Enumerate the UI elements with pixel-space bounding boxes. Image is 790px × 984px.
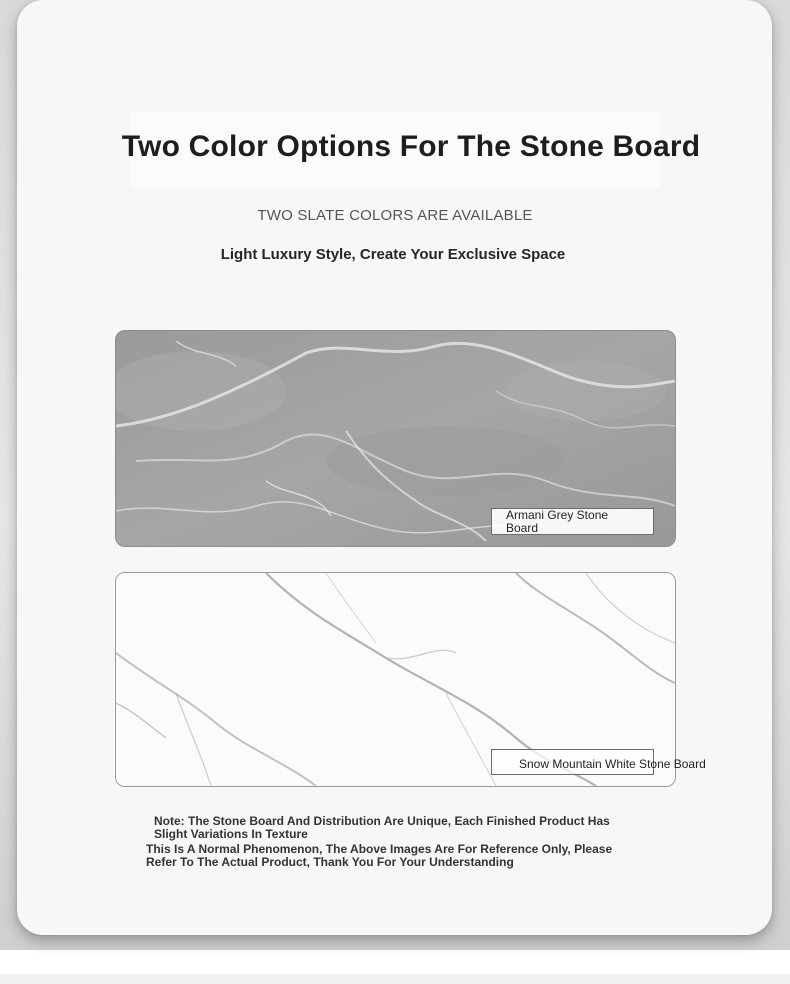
tagline: Light Luxury Style, Create Your Exclusive Space (220, 246, 566, 263)
note-line-1: Note: The Stone Board And Distribution Are Unique, Each Finished Product Has Slight Variations In Texture (154, 814, 610, 841)
white-board-label: Snow Mountain White Stone Board (519, 757, 706, 771)
page-title: Two Color Options For The Stone Board (121, 130, 701, 163)
note-line-2: This Is A Normal Phenomenon, The Above Images Are For Reference Only, Please Refer To The Actual Product, Thank You For Your Understanding (146, 842, 613, 869)
grey-board-label: Armani Grey Stone Board (506, 508, 609, 535)
page-subtitle: TWO SLATE COLORS ARE AVAILABLE (257, 207, 533, 224)
bottom-strip (0, 974, 790, 984)
